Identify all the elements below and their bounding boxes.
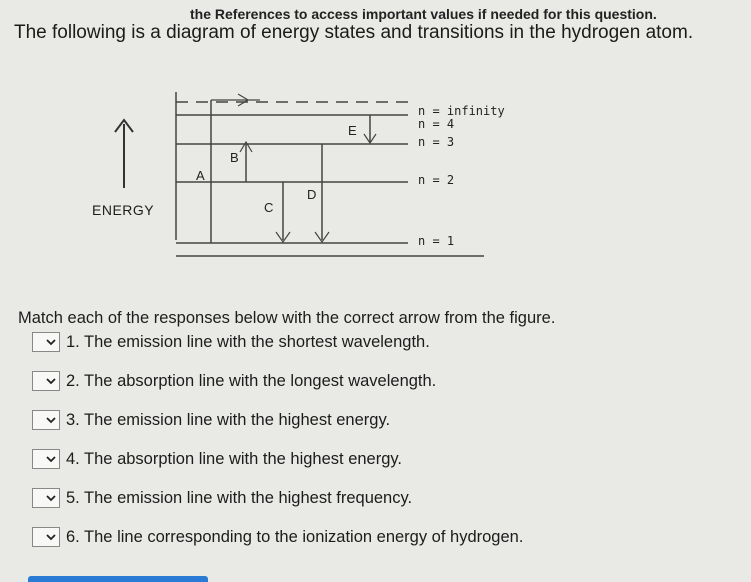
level-label-n-3: n = 3: [418, 135, 455, 149]
chevron-down-icon: [46, 337, 56, 347]
match-prompt: Match each of the responses below with the correct arrow from the figure.: [18, 309, 556, 327]
response-text-4: 4. The absorption line with the highest energy.: [66, 449, 403, 468]
chevron-down-icon: [46, 493, 56, 503]
references-note: the References to access important values if needed for this question.: [190, 6, 657, 22]
submit-button-edge[interactable]: [28, 576, 208, 582]
response-dropdown-3[interactable]: [32, 410, 60, 430]
response-row-2: [32, 369, 436, 393]
response-text-3: 3. The emission line with the highest energy.: [66, 410, 391, 429]
chevron-down-icon: [46, 376, 56, 386]
question-text: The following is a diagram of energy states and transitions in the hydrogen atom.: [14, 22, 694, 43]
response-text-2: 2. The absorption line with the longest wavelength.: [66, 371, 437, 390]
arrow-label-A: A: [196, 168, 205, 183]
energy-diagram-svg: [0, 70, 751, 290]
response-text-1: 1. The emission line with the shortest wavelength.: [66, 332, 430, 351]
level-label-n-4: n = 4: [418, 117, 455, 131]
response-dropdown-5[interactable]: [32, 488, 60, 508]
response-text-6: 6. The line corresponding to the ionization energy of hydrogen.: [66, 527, 524, 546]
response-dropdown-6[interactable]: [32, 527, 60, 547]
level-label-n-1: n = 1: [418, 234, 455, 248]
response-row-5: [32, 486, 412, 510]
energy-axis-label: ENERGY: [92, 202, 155, 218]
energy-level-diagram: [0, 70, 751, 290]
response-row-4: [32, 447, 402, 471]
response-dropdown-2[interactable]: [32, 371, 60, 391]
arrow-label-B: B: [230, 150, 239, 165]
arrow-label-C: C: [264, 200, 274, 215]
chevron-down-icon: [46, 532, 56, 542]
response-row-1: [32, 330, 430, 354]
response-text-5: 5. The emission line with the highest frequency.: [66, 488, 413, 507]
level-label-n-infinity: n = infinity: [418, 104, 505, 118]
level-label-n-2: n = 2: [418, 173, 455, 187]
chevron-down-icon: [46, 415, 56, 425]
arrow-label-D: D: [307, 187, 317, 202]
arrow-label-E: E: [348, 123, 357, 138]
response-dropdown-1[interactable]: [32, 332, 60, 352]
chevron-down-icon: [46, 454, 56, 464]
response-row-3: [32, 408, 390, 432]
response-dropdown-4[interactable]: [32, 449, 60, 469]
response-row-6: [32, 525, 523, 549]
